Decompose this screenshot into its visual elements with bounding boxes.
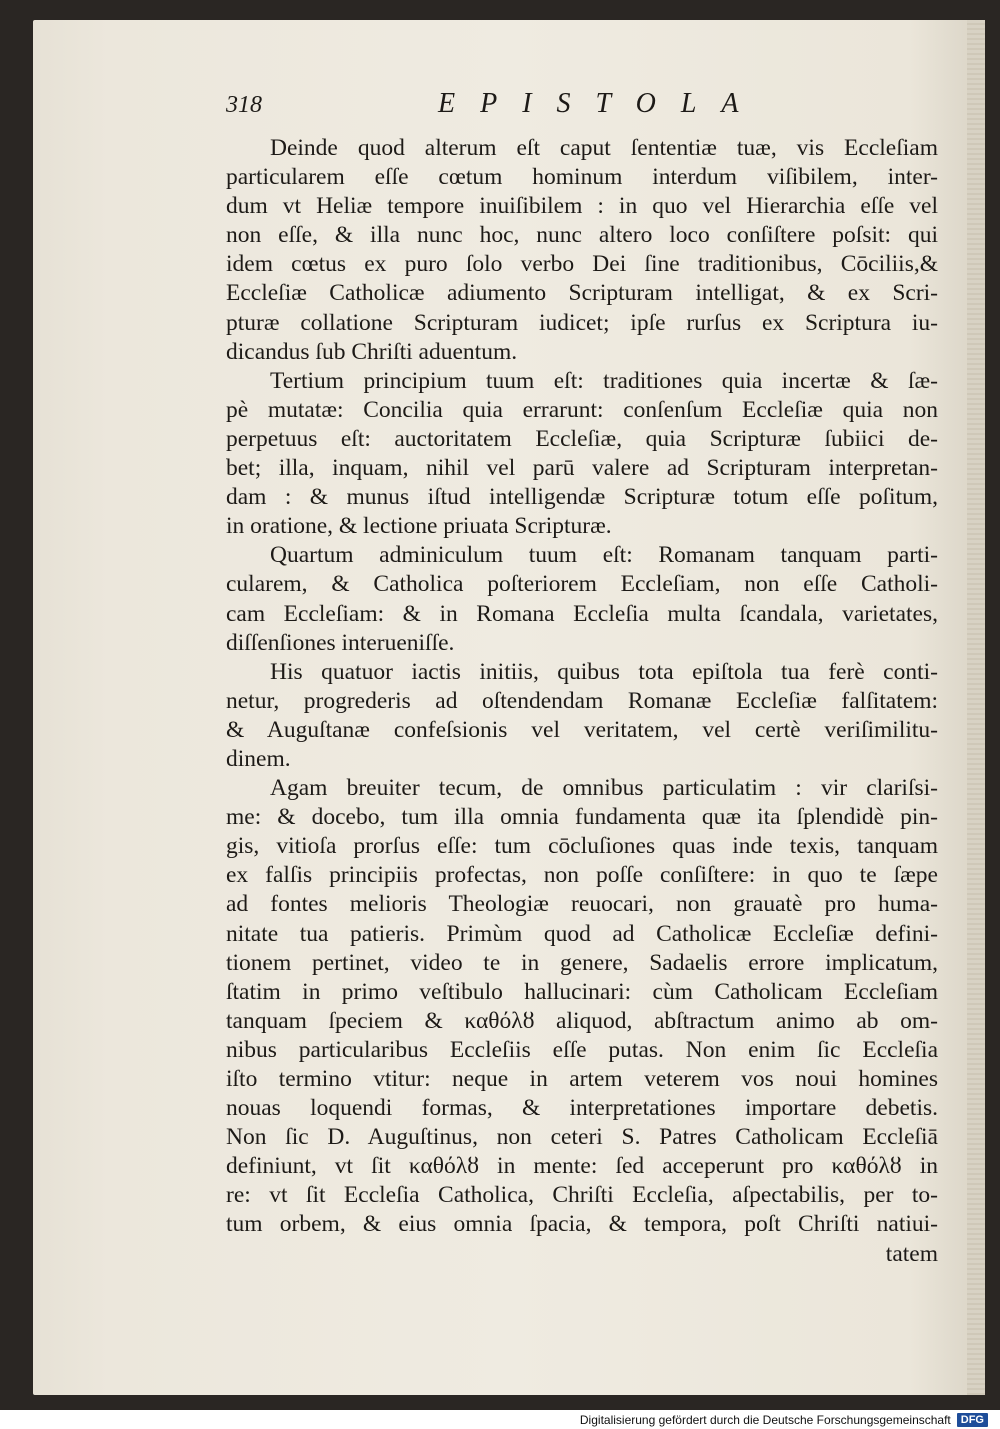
text-line: nitate tua patieris. Primùm quod ad Catholicæ Eccleſiæ defini- [226, 920, 938, 947]
text-line: cam Eccleſiam: & in Romana Eccleſia multa ſcandala, varietates, [226, 600, 938, 627]
text-line: ex falſis principiis profectas, non poſſe conſiſtere: in quo te ſæpe [226, 862, 938, 889]
text-block [226, 88, 938, 1269]
credit-text: Digitalisierung gefördert durch die Deutsche Forschungsgemeinschaft [579, 1412, 951, 1427]
text-line: ad fontes melioris Theologiæ reuocari, non grauatè pro huma- [226, 891, 938, 918]
text-line: dam : & munus iſtud intelligendæ Scripturæ totum eſſe poſitum, [226, 484, 938, 511]
text-line: His quatuor iactis initiis, quibus tota epiſtola tua ferè conti- [270, 658, 938, 685]
text-line: Quartum adminiculum tuum eſt: Romanam tanquam parti- [270, 542, 938, 569]
text-line: Non ſic D. Auguſtinus, non ceteri S. Patres Catholicam Eccleſiā [226, 1124, 938, 1151]
catchword: tatem [885, 1240, 938, 1267]
text-line: nouas loquendi formas, & interpretationes importare debetis. [226, 1095, 938, 1122]
text-line: iſto termino vtitur: neque in artem veterem vos noui homines [226, 1066, 938, 1092]
text-line: tum orbem, & eius omnia ſpacia, & tempora, poſt Chriſti natiui- [226, 1211, 938, 1238]
text-line: nibus particularibus Eccleſiis eſſe putas. Non enim ſic Eccleſia [226, 1036, 938, 1063]
text-line: diſſenſiones interueniſſe. [226, 629, 455, 656]
text-line: definiunt, vt ſit καθόλȣ in mente: ſed acceperunt pro καθόλȣ in [226, 1153, 938, 1180]
footer-credit [580, 1410, 988, 1429]
body-text [226, 134, 938, 1240]
text-line: dicandus ſub Chriſti aduentum. [226, 338, 518, 365]
text-line: Eccleſiæ Catholicæ adiumento Scripturam intelligat, & ex Scri- [226, 280, 938, 307]
text-line: re: vt ſit Eccleſia Catholica, Chriſti Eccleſia, aſpectabilis, per to- [226, 1182, 938, 1209]
text-line: netur, progrederis ad oſtendendam Romanæ Eccleſiæ falſitatem: [226, 687, 938, 714]
text-line: particularem eſſe cœtum hominum interdum viſibilem, inter- [226, 164, 938, 191]
text-line: dinem. [226, 745, 291, 772]
text-line: perpetuus eſt: auctoritatem Eccleſiæ, quia Scripturæ ſubiici de- [226, 425, 938, 452]
text-line: Agam breuiter tecum, de omnibus particulatim : vir clariſsi- [270, 775, 938, 802]
text-line: cularem, & Catholica poſteriorem Eccleſiam, non eſſe Catholi- [226, 571, 938, 598]
page-header [226, 88, 938, 134]
text-line: ſtatim in primo veſtibulo hallucinari: cùm Catholicam Eccleſiam [226, 978, 938, 1005]
page-number: 318 [226, 92, 262, 118]
page-edge [967, 20, 985, 1395]
text-line: dum vt Heliæ tempore inuiſibilem : in quo vel Hierarchia eſſe vel [226, 193, 938, 220]
text-line: idem cœtus ex puro ſolo verbo Dei ſine traditionibus, Cōciliis,& [226, 251, 938, 278]
text-line: me: & docebo, tum illa omnia fundamenta quæ ita ſplendidè pin- [226, 804, 938, 831]
text-line: in oratione, & lectione priuata Scripturæ. [226, 513, 612, 540]
text-line: & Auguſtanæ confeſsionis vel veritatem, vel certè veriſimilitu- [226, 716, 938, 743]
text-line: gis, vitioſa prorſus eſſe: tum cōcluſiones quas inde texis, tanquam [226, 833, 938, 860]
running-title: EPISTOLA [438, 88, 764, 119]
text-line: tanquam ſpeciem & καθόλȣ aliquod, abſtractum animo ab om- [226, 1007, 938, 1034]
text-line: pturæ collatione Scripturam iudicet; ipſe rurſus ex Scriptura iu- [226, 309, 938, 336]
dfg-logo: DFG [957, 1413, 988, 1427]
text-line: Deinde quod alterum eſt caput ſententiæ tuæ, vis Eccleſiam [270, 135, 938, 161]
text-line: non eſſe, & illa nunc hoc, nunc altero loco conſiſtere poſsit: qui [226, 222, 938, 249]
text-line: bet; illa, inquam, nihil vel parū valere ad Scripturam interpretan- [226, 455, 938, 482]
text-line: pè mutatæ: Concilia quia errarunt: conſenſum Eccleſiæ quia non [226, 396, 938, 423]
text-line: Tertium principium tuum eſt: traditiones quia incertæ & ſæ- [270, 367, 938, 394]
text-line: tionem pertinet, video te in genere, Sadaelis errore implicatum, [226, 949, 938, 976]
